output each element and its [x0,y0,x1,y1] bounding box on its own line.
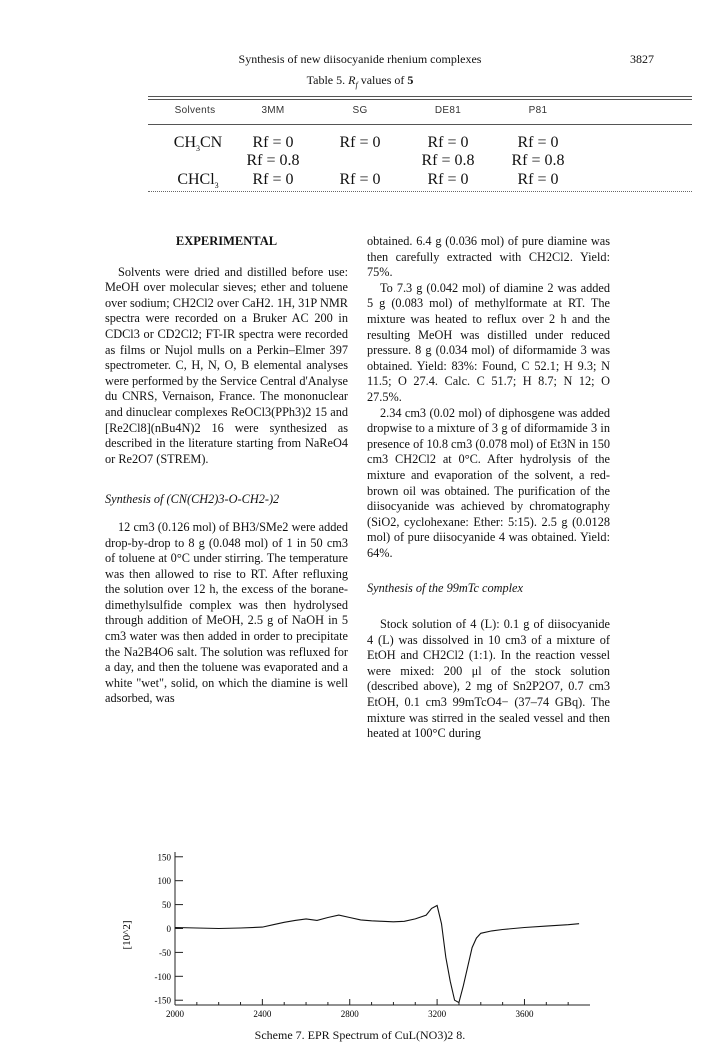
x-tick-label: 2400 [253,1009,272,1019]
col-header-solvents: Solvents [174,105,216,116]
y-tick-label: -100 [154,971,171,982]
epr-spectrum-chart [110,840,630,1030]
x-ticks [166,999,568,1019]
right-column [367,234,610,742]
col-header-p81: P81 [528,105,548,116]
table-bottom-rule [148,191,692,192]
left-column [105,234,348,707]
right-paragraph-4: Stock solution of 4 (L): 0.1 g of diisocyanide 4 (L) was dissolved in 10 cm3 of a mixture of EtOH and CH2Cl2 (1:1). In the reaction vessel were mixed: 200 μl of the stock solution (described above), 2 mg of Sn2P2O7, 0.7 cm3 EtOH, 0.1 cm3 99mTcO4− (37–74 GBq). The mixture was stirred in the sealed vessel and then heated at 100°C during [367,617,610,741]
table-top-rule [148,96,692,97]
cell-chcl3-de81: Rf = 0 [427,171,469,188]
y-axis-label: [10^2] [121,920,133,950]
x-tick-label: 2800 [340,1009,359,1019]
cell-chcl3-3mm: Rf = 0 [252,171,294,188]
running-title: Synthesis of new diisocyanide rhenium complexes [238,52,482,66]
series-line [175,906,579,1003]
table-header-rule [148,124,692,125]
section-heading: EXPERIMENTAL [175,234,278,248]
col-header-de81: DE81 [434,105,462,116]
cell-ch3cn-sg: Rf = 0 [339,134,381,151]
x-tick-label: 2000 [166,1009,184,1019]
y-tick-label: 100 [157,876,171,887]
y-ticks [155,852,184,1005]
y-tick-label: 50 [162,900,171,911]
cell-chcl3-p81: Rf = 0 [517,171,559,188]
y-tick-label: 0 [166,924,171,934]
cell-chcl3-sg: Rf = 0 [339,171,381,188]
y-tick-label: -150 [154,995,171,1006]
right-paragraph-3: 2.34 cm3 (0.02 mol) of diphosgene was added dropwise to a mixture of 3 g of diformamide 3 in presence of 10.8 cm3 (0.078 mol) of Et3N in 150 cm3 CH2Cl2 at 0°C. After hydrolysis of the mixture and evaporation of the solvent, a red-brown oil was obtained. The purification of the diisocyanide was achieved by chromatography (SiO2, cyclohexane: Ether: 5:15). 2.5 g (0.0128 mol) of pure diisocyanide 4 was obtained. Yield: 64%. [367,405,610,560]
col-header-3mm: 3MM [261,105,285,116]
x-tick-label: 3200 [428,1009,447,1019]
y-tick-label: -50 [159,947,171,958]
col-header-sg: SG [352,105,368,116]
table-caption: Table 5. $R_f$ values of 5 [306,73,414,90]
x-tick-label: 3600 [515,1009,534,1019]
right-subheading: Synthesis of the 99mTc complex [367,581,523,596]
table-top-rule-2 [148,99,692,100]
left-subheading: Synthesis of (CN(CH2)3-O-CH2-)2 [105,492,280,507]
right-paragraph-1: obtained. 6.4 g (0.036 mol) of pure diamine was then carefully extracted with CH2Cl2. Yield: 75%. [367,234,610,280]
chart-caption: Scheme 7. EPR Spectrum of CuL(NO3)2 8. [254,1028,466,1042]
right-paragraph-2: To 7.3 g (0.042 mol) of diamine 2 was added 5 g (0.083 mol) of methylformate at RT. The mixture was heated to reflux over 2 h and the resulting MeOH was distilled under reduced pressure. 8 g (0.034 mol) of diformamide 3 was obtained. Yield: 83%: Found, C 52.1; H 9.3; N 11.5; O 27.4. Calc. C 51.7; H 8.7; N 12; O 27.5%. [367,280,610,404]
left-paragraph-2: 12 cm3 (0.126 mol) of BH3/SMe2 were added drop-by-drop to 8 g (0.048 mol) of 1 in 50 cm3 of toluene at 0°C under stirring. The temperature was then allowed to rise to RT. After refluxing the solution over 12 h, the excess of the borane-dimethylsulfide complex was then hydrolysed through addition of MeOH, 2.5 g of NaOH in 5 cm3 water was then added in order to precipitate the Na2B4O6 salt. The solution was refluxed for a day, and then the toluene was evaporated and a white "wet", solid, on which the diamine is well adsorbed, was [105,519,348,706]
y-tick-label: 150 [157,852,171,863]
cell-ch3cn-de81: Rf = 0 Rf = 0.8 [421,134,475,169]
page-number: 3827 [630,52,654,66]
row-solvent-chcl3: CHCl$_3$ [177,171,219,191]
cell-ch3cn-p81: Rf = 0 Rf = 0.8 [511,134,565,169]
left-paragraph-1: Solvents were dried and distilled before use: MeOH over molecular sieves; ether and toluene over sodium; CH2Cl2 over CaH2. 1H, 31P NMR spectra were recorded on a Bruker AC 200 in CDCl3 or CD2Cl2; FT-IR spectra were recorded as films or Nujol mulls on a Perkin–Elmer 397 spectrometer. C, H, N, O, B elemental analyses were performed by the Service Central d'Analyse du CNRS, Vernaison, France. The mononuclear and dinuclear complexes ReOCl3(PPh3)2 15 and [Re2Cl8](nBu4N)2 16 were synthesized as described in the literature starting from NaReO4 or Re2O7 (STREM). [105,264,348,466]
cell-ch3cn-3mm: Rf = 0 Rf = 0.8 [246,134,300,169]
row-solvent-ch3cn: $CH_3CN$ [173,134,223,154]
